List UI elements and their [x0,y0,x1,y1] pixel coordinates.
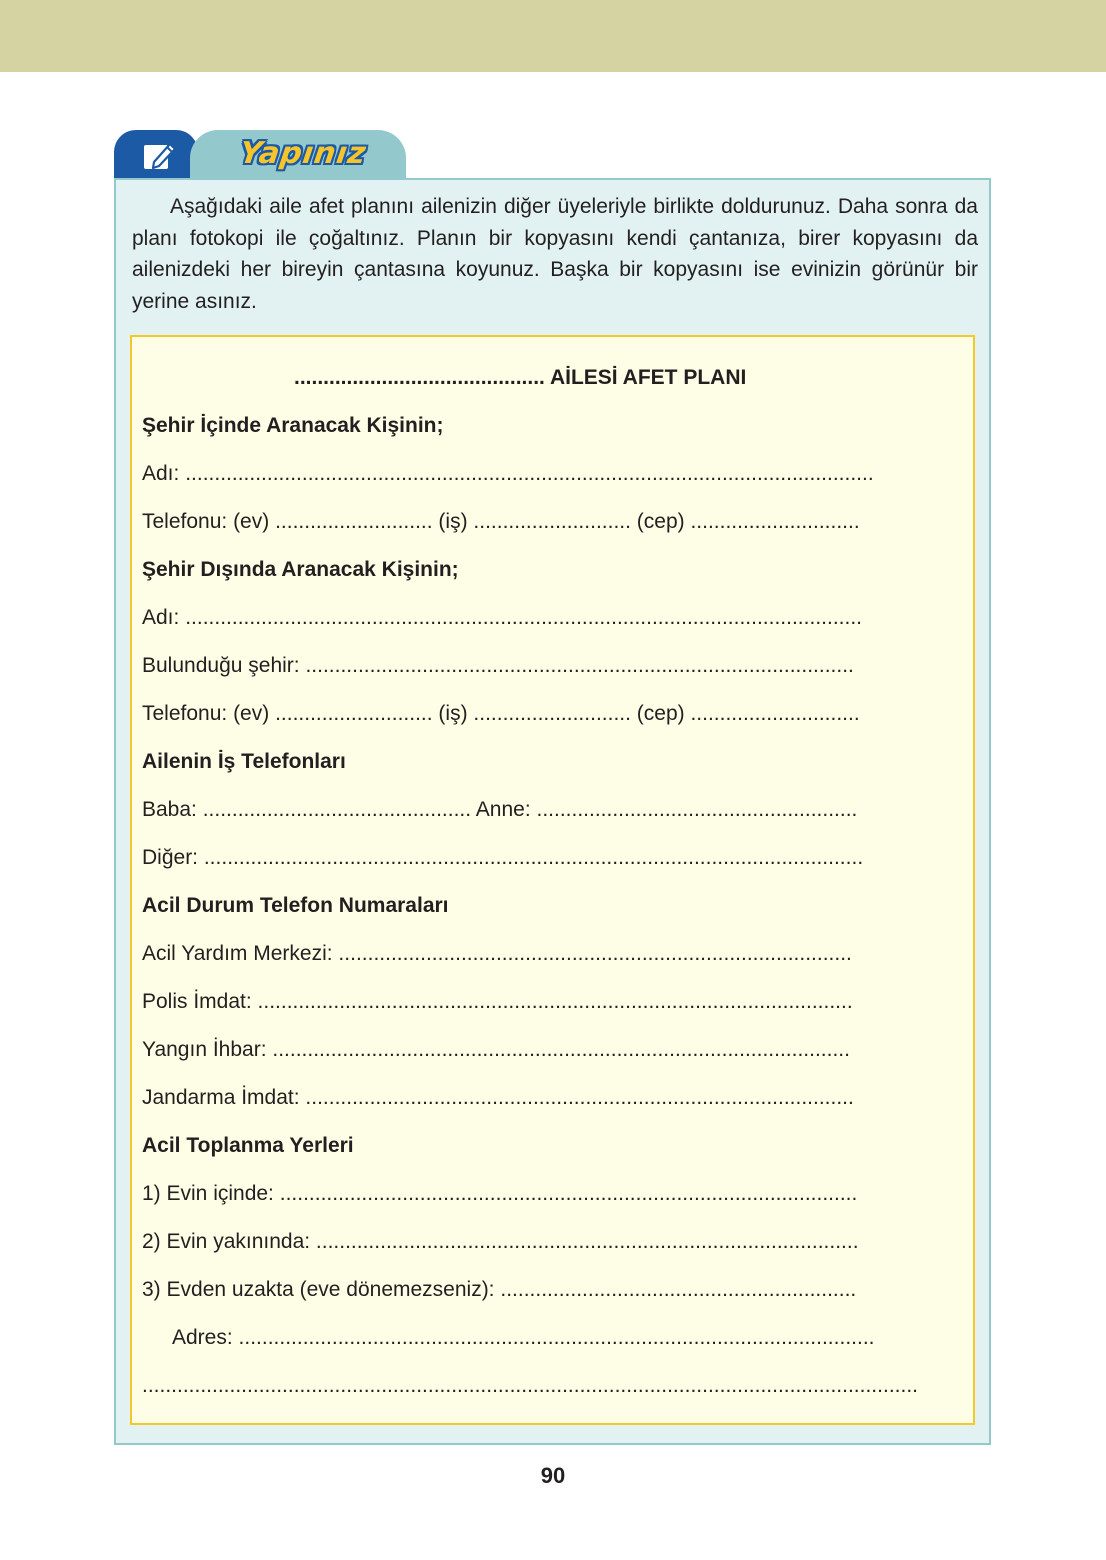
out-city-location-field[interactable]: Bulunduğu şehir: .............................................................................................. [142,654,854,677]
gendarmerie-field[interactable]: Jandarma İmdat: .............................................................................................. [142,1086,854,1109]
other-phone-field[interactable]: Diğer: ................................................................................................................. [142,846,864,869]
section-title-tab [190,130,406,180]
pencil-note-icon [140,138,178,174]
page-number: 90 [540,1463,566,1488]
emergency-numbers-heading: Acil Durum Telefon Numaraları [142,894,449,917]
section-title: Yapınız [237,136,369,171]
top-color-band [0,0,1106,72]
out-city-contact-heading: Şehir Dışında Aranacak Kişinin; [142,558,459,581]
inside-home-field[interactable]: 1) Evin içinde: ................................................................................................... [142,1182,858,1205]
activity-icon-tab [114,130,198,180]
in-city-contact-heading: Şehir İçinde Aranacak Kişinin; [142,414,444,437]
intro-paragraph: Aşağıdaki aile afet planını ailenizin diğer üyeleriyle birlikte doldurunuz. Daha sonra da planı fotokopi ile çoğaltınız. Planın bir kopyasını kendi çantanıza, birer kopyasını da ailenizdeki her bireyin çantasına koyunuz. Başka bir kopyasını ise evinizin görünür bir yerine asınız. [132,195,978,313]
near-home-field[interactable]: 2) Evin yakınında: ............................................................................................. [142,1230,859,1253]
away-from-home-field[interactable]: 3) Evden uzakta (eve dönemezseniz): ............................................................. [142,1278,857,1301]
address-continuation-field[interactable]: ..................................................................................................................................... [142,1374,918,1397]
police-field[interactable]: Polis İmdat: ...................................................................................................... [142,990,853,1013]
fire-report-field[interactable]: Yangın İhbar: ................................................................................................... [142,1038,850,1061]
out-city-name-field[interactable]: Adı: .................................................................................................................... [142,606,862,629]
emergency-center-field[interactable]: Acil Yardım Merkezi: ........................................................................................ [142,942,852,965]
parents-phone-field[interactable]: Baba: .............................................. Anne: ....................................................... [142,798,858,821]
in-city-name-field[interactable]: Adı: ...................................................................................................................... [142,462,874,485]
in-city-phone-field[interactable]: Telefonu: (ev) ........................... (iş) ........................... (cep) ............................. [142,510,860,533]
out-city-phone-field[interactable]: Telefonu: (ev) ........................... (iş) ........................... (cep) ............................. [142,702,860,725]
family-work-phones-heading: Ailenin İş Telefonları [142,750,346,773]
form-title: ........................................... AİLESİ AFET PLANI [294,366,747,389]
activity-box [114,178,991,1445]
family-disaster-plan-form [130,335,975,1425]
address-field[interactable]: Adres: ............................................................................................................. [172,1326,875,1349]
meeting-places-heading: Acil Toplanma Yerleri [142,1134,354,1157]
